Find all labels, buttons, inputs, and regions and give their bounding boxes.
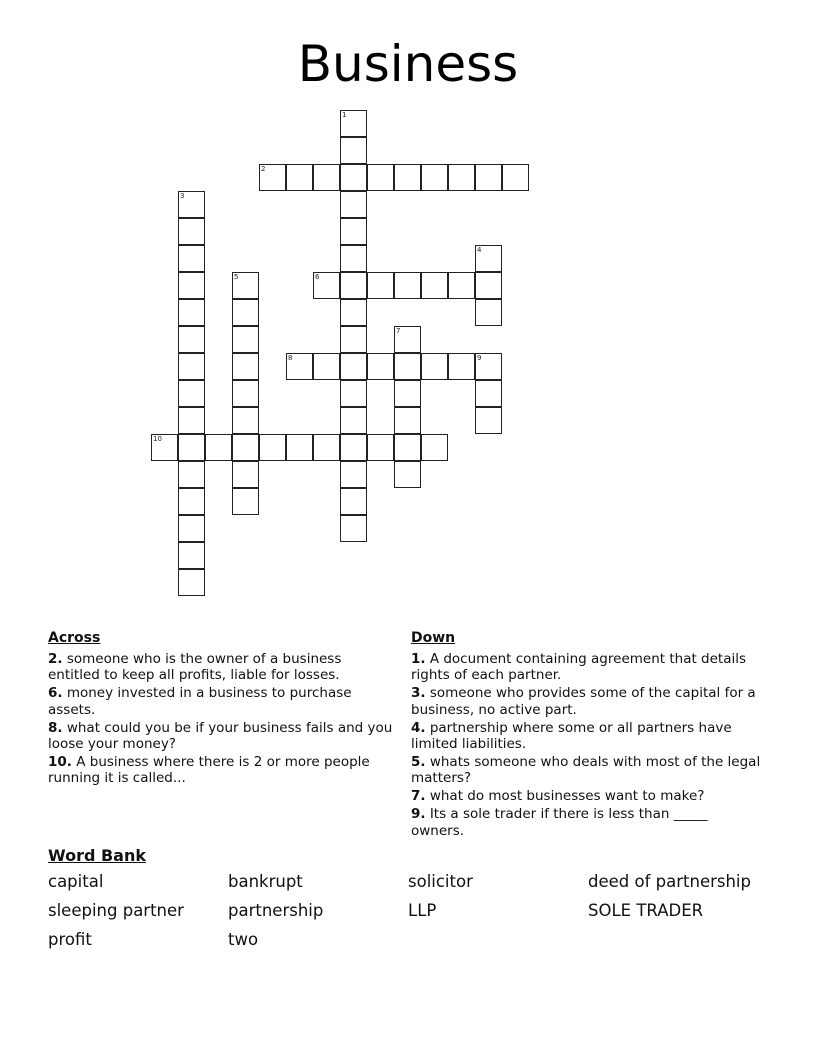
crossword-cell[interactable] bbox=[340, 461, 367, 488]
crossword-cell[interactable] bbox=[340, 488, 367, 515]
crossword-cell[interactable] bbox=[286, 164, 313, 191]
crossword-cell[interactable] bbox=[340, 164, 367, 191]
page-title: Business bbox=[297, 35, 519, 93]
crossword-cell[interactable] bbox=[367, 272, 394, 299]
crossword-cell[interactable] bbox=[232, 488, 259, 515]
word-bank-heading: Word Bank bbox=[48, 846, 147, 865]
across-clue bbox=[48, 720, 396, 753]
crossword-cell[interactable] bbox=[475, 272, 502, 299]
crossword-cell[interactable] bbox=[394, 326, 421, 353]
crossword-cell[interactable] bbox=[448, 164, 475, 191]
crossword-cell[interactable] bbox=[340, 245, 367, 272]
clue-number-label: 9 bbox=[477, 354, 482, 362]
crossword-cell[interactable] bbox=[259, 164, 286, 191]
crossword-cell[interactable] bbox=[421, 353, 448, 380]
word-bank-word: deed of partnership bbox=[588, 872, 751, 891]
crossword-cell[interactable] bbox=[178, 299, 205, 326]
crossword-cell[interactable] bbox=[475, 164, 502, 191]
clue-number: 2. bbox=[48, 651, 63, 667]
clue-text: someone who is the owner of a business entitled to keep all profits, liable for losses. bbox=[48, 651, 342, 684]
down-clue bbox=[411, 806, 761, 839]
crossword-cell[interactable] bbox=[232, 299, 259, 326]
crossword-cell[interactable] bbox=[340, 191, 367, 218]
crossword-cell[interactable] bbox=[313, 272, 340, 299]
down-clue bbox=[411, 754, 761, 787]
word-bank-word: solicitor bbox=[408, 872, 473, 891]
across-heading: Across bbox=[48, 630, 101, 646]
crossword-cell[interactable] bbox=[394, 353, 421, 380]
crossword-cell[interactable] bbox=[232, 353, 259, 380]
clue-number: 5. bbox=[411, 753, 426, 770]
clue-text: partnership where some or all partners have limited liabilities. bbox=[411, 719, 732, 753]
crossword-cell[interactable] bbox=[340, 218, 367, 245]
clue-text: A business where there is 2 or more people running it is called... bbox=[48, 753, 370, 787]
crossword-cell[interactable] bbox=[394, 461, 421, 488]
clue-text: someone who provides some of the capital for a business, no active part. bbox=[411, 685, 756, 718]
clue-text: money invested in a business to purchase assets. bbox=[48, 685, 352, 718]
crossword-cell[interactable] bbox=[448, 353, 475, 380]
clue-text: whats someone who deals with most of the legal matters? bbox=[411, 753, 761, 787]
crossword-cell[interactable] bbox=[421, 434, 448, 461]
crossword-cell[interactable] bbox=[394, 272, 421, 299]
across-clue bbox=[48, 685, 396, 718]
crossword-cell[interactable] bbox=[313, 434, 340, 461]
clue-number-label: 1 bbox=[342, 111, 347, 119]
crossword-cell[interactable] bbox=[232, 434, 259, 461]
crossword-cell[interactable] bbox=[340, 299, 367, 326]
clue-number-label: 5 bbox=[234, 273, 239, 281]
crossword-cell[interactable] bbox=[313, 164, 340, 191]
clue-number: 8. bbox=[48, 719, 63, 736]
across-clue-list bbox=[48, 651, 396, 788]
crossword-cell[interactable] bbox=[394, 380, 421, 407]
crossword-cell[interactable] bbox=[232, 407, 259, 434]
crossword-cell[interactable] bbox=[178, 218, 205, 245]
crossword-cell[interactable] bbox=[475, 245, 502, 272]
crossword-cell[interactable] bbox=[151, 434, 178, 461]
crossword-cell[interactable] bbox=[475, 380, 502, 407]
crossword-cell[interactable] bbox=[340, 137, 367, 164]
crossword-cell[interactable] bbox=[232, 380, 259, 407]
crossword-cell[interactable] bbox=[178, 326, 205, 353]
crossword-cell[interactable] bbox=[394, 434, 421, 461]
word-bank-word: SOLE TRADER bbox=[588, 901, 704, 920]
word-bank-word: sleeping partner bbox=[48, 901, 184, 920]
crossword-cell[interactable] bbox=[178, 380, 205, 407]
crossword-cell[interactable] bbox=[475, 353, 502, 380]
crossword-cell[interactable] bbox=[178, 245, 205, 272]
down-clue bbox=[411, 685, 761, 718]
crossword-cell[interactable] bbox=[394, 407, 421, 434]
crossword-cell[interactable] bbox=[340, 515, 367, 542]
clue-number-label: 2 bbox=[261, 165, 266, 173]
down-heading: Down bbox=[411, 630, 456, 646]
crossword-cell[interactable] bbox=[367, 164, 394, 191]
word-bank-word: bankrupt bbox=[228, 872, 303, 891]
crossword-cell[interactable] bbox=[340, 434, 367, 461]
down-clue bbox=[411, 720, 761, 753]
crossword-cell[interactable] bbox=[178, 191, 205, 218]
crossword-cell[interactable] bbox=[475, 299, 502, 326]
crossword-cell[interactable] bbox=[259, 434, 286, 461]
crossword-cell[interactable] bbox=[421, 272, 448, 299]
crossword-cell[interactable] bbox=[340, 407, 367, 434]
clue-text: what could you be if your business fails and you loose your money? bbox=[48, 719, 393, 753]
crossword-cell[interactable] bbox=[178, 461, 205, 488]
clue-text: what do most businesses want to make? bbox=[429, 788, 705, 805]
crossword-cell[interactable] bbox=[340, 353, 367, 380]
crossword-cell[interactable] bbox=[286, 434, 313, 461]
crossword-cell[interactable] bbox=[178, 515, 205, 542]
clue-number: 10. bbox=[48, 753, 72, 770]
across-clue bbox=[48, 754, 396, 787]
clue-number: 7. bbox=[411, 788, 426, 805]
clue-number: 6. bbox=[48, 685, 63, 702]
crossword-cell[interactable] bbox=[178, 434, 205, 461]
word-bank-word: capital bbox=[48, 872, 104, 891]
clue-text: A document containing agreement that details rights of each partner. bbox=[411, 651, 747, 684]
word-bank-word: partnership bbox=[228, 901, 324, 920]
word-bank-word: two bbox=[228, 930, 259, 949]
clue-number: 3. bbox=[411, 685, 426, 702]
down-clue bbox=[411, 788, 761, 804]
clue-number-label: 7 bbox=[396, 327, 401, 335]
crossword-cell[interactable] bbox=[367, 434, 394, 461]
crossword-cell[interactable] bbox=[502, 164, 529, 191]
crossword-cell[interactable] bbox=[340, 380, 367, 407]
clue-number-label: 3 bbox=[180, 192, 185, 200]
crossword-cell[interactable] bbox=[178, 272, 205, 299]
crossword-cell[interactable] bbox=[475, 407, 502, 434]
crossword-cell[interactable] bbox=[394, 164, 421, 191]
crossword-cell[interactable] bbox=[178, 353, 205, 380]
word-bank-word: profit bbox=[48, 930, 92, 949]
word-bank-word: LLP bbox=[408, 901, 437, 920]
crossword-cell[interactable] bbox=[286, 353, 313, 380]
clue-number-label: 10 bbox=[153, 435, 162, 443]
clue-text: Its a sole trader if there is less than _____ owners. bbox=[411, 806, 708, 839]
clue-number: 1. bbox=[411, 651, 426, 667]
crossword-cell[interactable] bbox=[367, 353, 394, 380]
clue-number-label: 6 bbox=[315, 273, 320, 281]
crossword-cell[interactable] bbox=[340, 326, 367, 353]
crossword-cell[interactable] bbox=[232, 272, 259, 299]
clue-number-label: 8 bbox=[288, 354, 293, 362]
crossword-cell[interactable] bbox=[313, 353, 340, 380]
down-clue-list bbox=[411, 651, 761, 840]
across-clue bbox=[48, 651, 396, 684]
crossword-cell[interactable] bbox=[178, 569, 205, 596]
crossword-cell[interactable] bbox=[421, 164, 448, 191]
crossword-cell[interactable] bbox=[178, 542, 205, 569]
crossword-cell[interactable] bbox=[178, 407, 205, 434]
crossword-cell[interactable] bbox=[340, 272, 367, 299]
clue-number: 9. bbox=[411, 806, 426, 823]
crossword-cell[interactable] bbox=[205, 434, 232, 461]
crossword-cell[interactable] bbox=[340, 110, 367, 137]
crossword-cell[interactable] bbox=[448, 272, 475, 299]
crossword-cell[interactable] bbox=[178, 488, 205, 515]
crossword-cell[interactable] bbox=[232, 326, 259, 353]
clue-number: 4. bbox=[411, 719, 426, 736]
crossword-cell[interactable] bbox=[232, 461, 259, 488]
down-clue bbox=[411, 651, 761, 684]
clue-number-label: 4 bbox=[477, 246, 482, 254]
